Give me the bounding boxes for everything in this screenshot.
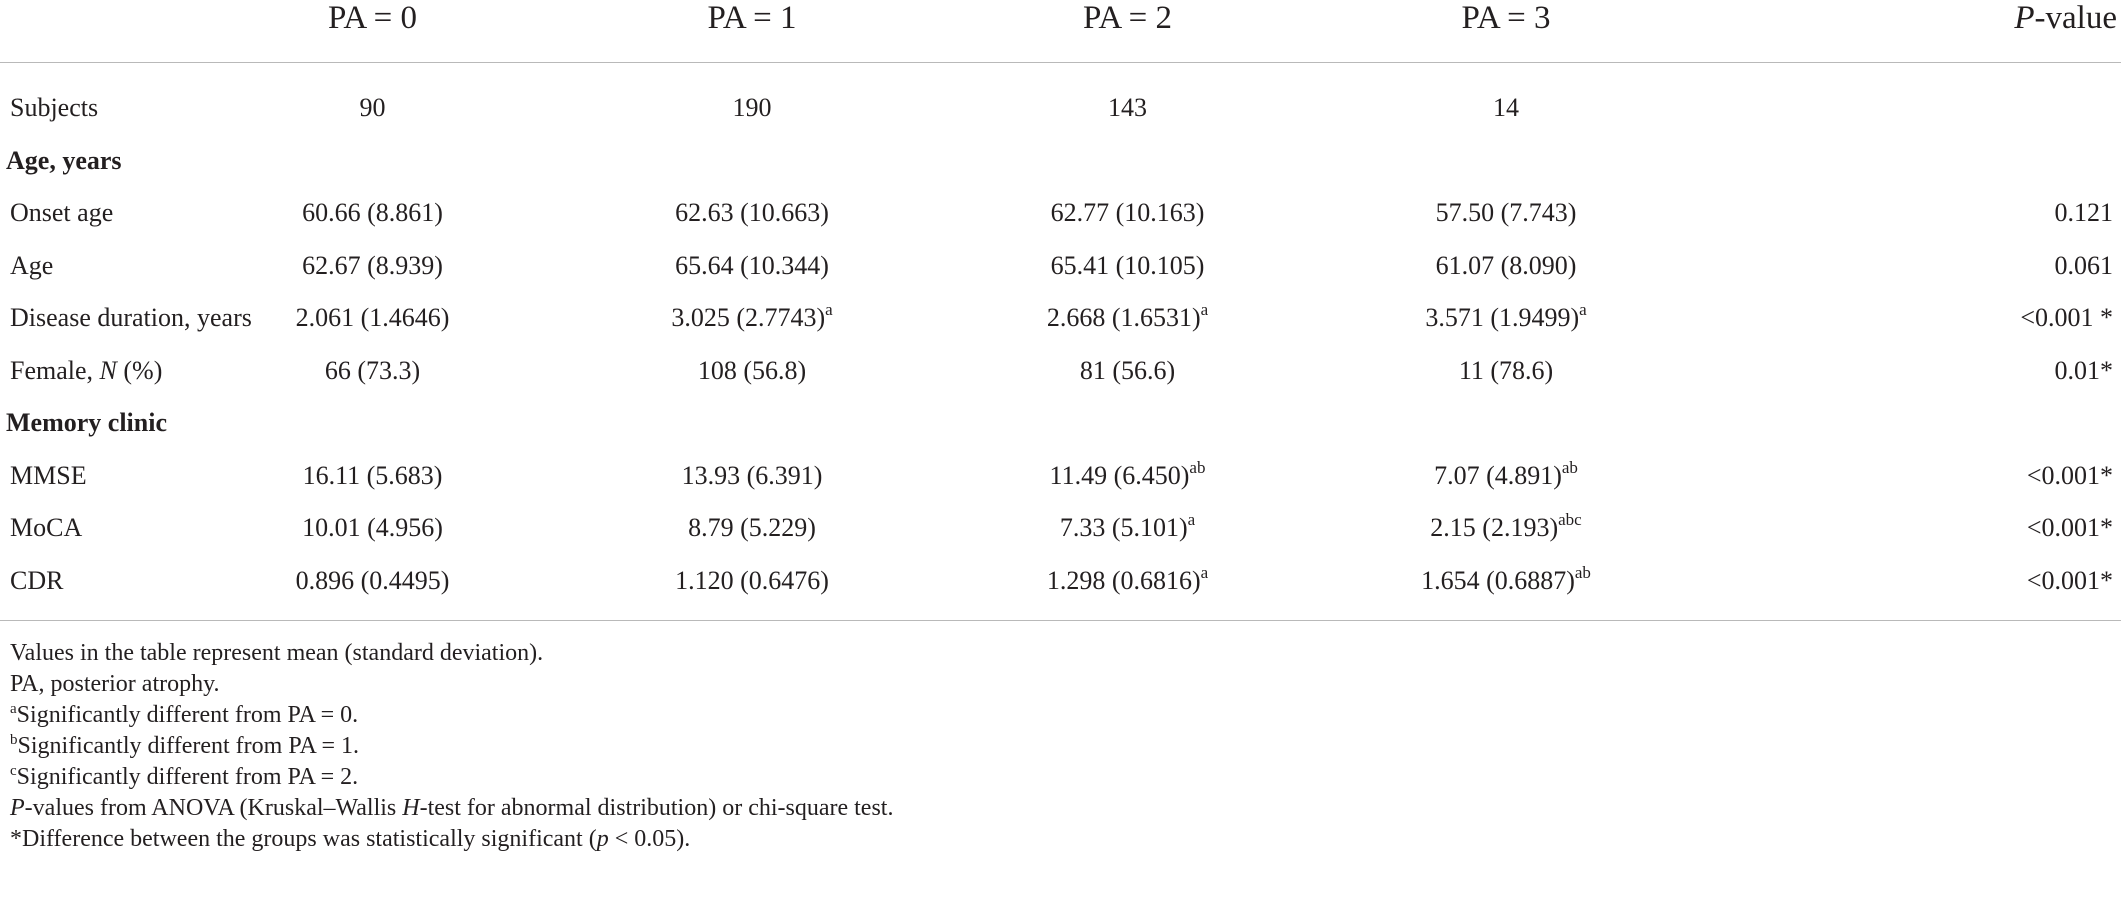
header-pa3: PA = 3 (1461, 0, 1551, 36)
cell-pa1: 65.64 (10.344) (675, 250, 829, 280)
cell-pa1: 1.120 (0.6476) (675, 565, 829, 595)
cell-pa0: 2.061 (1.4646) (295, 303, 450, 333)
superscript-mark: a (1200, 300, 1209, 320)
cell-pa1: 13.93 (6.391) (681, 460, 823, 490)
cell-pa1: 8.79 (5.229) (688, 513, 816, 543)
superscript-mark: a (1579, 300, 1587, 320)
footnote-values: Values in the table represent mean (standard deviation). (10, 640, 544, 666)
header-rule (0, 50, 2121, 63)
section-heading-age: Age, years (6, 145, 122, 175)
header-pvalue: P-value (2014, 0, 2117, 36)
cell-pa0: 66 (73.3) (324, 355, 421, 385)
row-label: MMSE (10, 460, 87, 490)
footnote-a: $^a$Significantly different from PA = 0. (10, 701, 359, 728)
cell-pa2: 62.77 (10.163) (1050, 198, 1205, 228)
cell-pa3: 7.07 $(4.891)^{ab}$ (1434, 457, 1578, 490)
footnote-significance: *Difference between the groups was statistically significant (p < 0.05). (10, 826, 691, 852)
table-row (0, 345, 2121, 398)
cell-pvalue: <0.001* (2026, 460, 2113, 490)
cell-pa3: 11 (78.6) (1458, 355, 1554, 385)
table-row (0, 450, 2121, 503)
cell-pa3: 3.571 $(1.9499)^a$ (1425, 300, 1587, 333)
cell-pa0: 90 (359, 93, 386, 123)
table-row (0, 82, 2121, 135)
superscript-mark: a (1200, 562, 1209, 582)
cell-pvalue: 0.061 (2054, 250, 2113, 280)
row-label: MoCA (10, 513, 83, 543)
header-label (0, 0, 180, 50)
header-pa2: PA = 2 (1083, 0, 1172, 36)
cell-pa2: 81 (56.6) (1079, 355, 1176, 385)
cell-pvalue: <0.001 * (2020, 303, 2113, 333)
cell-pa2: 2.668 $(1.6531)^a$ (1046, 300, 1209, 333)
cell-pa1: 190 (732, 93, 772, 123)
cell-pa1: 62.63 (10.663) (675, 198, 829, 228)
cell-pa2: 143 (1108, 93, 1147, 123)
cell-pa0: 0.896 (0.4495) (295, 565, 450, 595)
cell-pa0: 60.66 (8.861) (302, 198, 443, 228)
footnote-tests: P-values from ANOVA (Kruskal–Wallis H-test for abnormal distribution) or chi-square test. (10, 795, 894, 821)
cell-pvalue: 0.01* (2054, 355, 2113, 385)
cell-pa3: 1.654 $(0.6887)^{ab}$ (1421, 562, 1591, 595)
table-row (0, 502, 2121, 555)
cell-pa3: 2.15 $(2.193)^{abc}$ (1430, 510, 1582, 543)
cell-pa2: 1.298 $(0.6816)^a$ (1046, 562, 1209, 595)
superscript-mark: ab (1189, 457, 1206, 477)
cell-pa1: 3.025 $(2.7743)^a$ (671, 300, 833, 333)
row-label: Subjects (10, 93, 99, 123)
cell-pa2: 7.33 $(5.101)^a$ (1059, 510, 1196, 543)
row-label: Disease duration, years (10, 303, 252, 333)
row-label: Female, N (%) (10, 355, 163, 385)
superscript-mark: ab (1561, 457, 1578, 477)
cell-pvalue: <0.001* (2026, 513, 2113, 543)
superscript-mark: a (825, 300, 833, 320)
section-row (0, 397, 2121, 450)
header-row (0, 0, 2121, 50)
footnote-c: $^c$Significantly different from PA = 2. (10, 763, 359, 790)
cell-pa3: 61.07 (8.090) (1435, 250, 1577, 280)
footnote-abbreviation: PA, posterior atrophy. (10, 671, 220, 697)
section-row (0, 135, 2121, 188)
row-label: Age (10, 250, 54, 280)
header-pa0: PA = 0 (328, 0, 417, 36)
row-label: Onset age (10, 198, 114, 228)
table-row (0, 555, 2121, 608)
table-row (0, 187, 2121, 240)
table-bottom-rule (0, 620, 2121, 621)
header-pa1: PA = 1 (707, 0, 797, 36)
superscript-mark: a (1187, 510, 1196, 530)
cell-pa0: 62.67 (8.939) (302, 250, 443, 280)
row-label: CDR (10, 565, 64, 595)
section-heading-memory: Memory clinic (6, 408, 167, 438)
cell-pa1: 108 (56.8) (697, 355, 807, 385)
cell-pa0: 16.11 (5.683) (302, 460, 443, 490)
cell-pvalue: 0.121 (2054, 198, 2113, 228)
cell-pa0: 10.01 (4.956) (302, 513, 443, 543)
cell-pvalue (1696, 82, 2121, 135)
cell-pa3: 57.50 (7.743) (1435, 198, 1577, 228)
cell-pa2: 11.49 $(6.450)^{ab}$ (1049, 457, 1206, 490)
footnote-b: $^b$Significantly different from PA = 1. (10, 732, 360, 759)
cell-pa3: 14 (1493, 93, 1519, 123)
table-row (0, 292, 2121, 345)
cell-pa2: 65.41 (10.105) (1050, 250, 1205, 280)
table-footnotes (10, 638, 893, 855)
cell-pvalue: <0.001* (2026, 565, 2113, 595)
superscript-mark: abc (1558, 510, 1582, 530)
table-row (0, 240, 2121, 293)
superscript-mark: ab (1574, 562, 1591, 582)
